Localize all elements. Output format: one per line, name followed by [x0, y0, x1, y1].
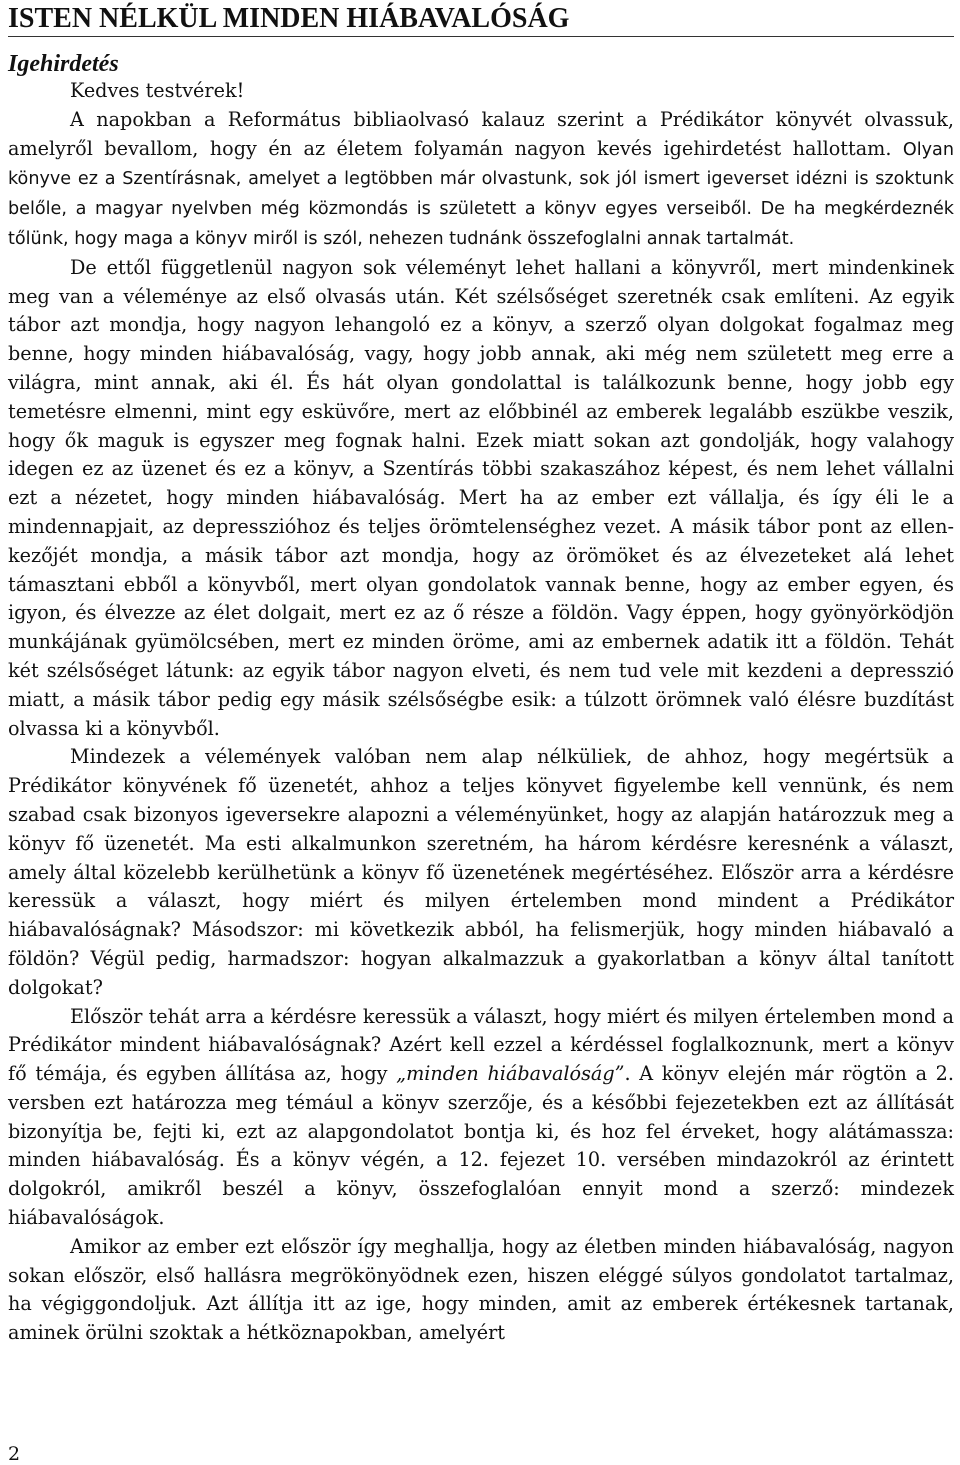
paragraph-4-text-before: Először tehát arra a kérdésre keressük a választ, hogy miért és milyen értelemben mond a Prédikátor mindent hiábavalóságnak? Azért kell ezzel a kérdéssel foglalkoznunk, mert a könyv fő témája, és egyben állítása az, hogy	[8, 1004, 954, 1086]
paragraph-4	[8, 1003, 954, 1233]
page-title: ISTEN NÉLKÜL MINDEN HIÁBAVALÓSÁG	[8, 0, 954, 37]
paragraph-1	[8, 106, 954, 254]
paragraph-1-sans-text: Olyan könyve ez a Szentírásnak, amelyet a legtöbben már olvastunk, sok jól ismert igeverset idézni is szoktunk belőle, a magyar nyelvben még közmondás is született a könyv egyes verseiből. De ha megkérdeznék tőlünk, hogy maga a könyv miről is szól, nehezen tudnánk összefoglalni annak tartalmát.	[8, 139, 954, 249]
paragraph-1-serif-text: A napokban a Református bibliaolvasó kalauz szerint a Prédikátor könyvét olvassuk, amelyről bevallom, hogy én az életem folyamán nagyon kevés igehirdetést hallottam.	[8, 107, 954, 160]
document-page	[8, 0, 954, 1348]
greeting-paragraph: Kedves testvérek!	[70, 79, 245, 102]
section-subtitle: Igehirdetés	[8, 51, 119, 77]
paragraph-4-emphasis: „minden hiábavalóság”	[396, 1062, 625, 1086]
sermon-body	[8, 77, 954, 1348]
paragraph-2: De ettől függetlenül nagyon sok véleményt lehet hallani a könyvről, mert mindenkinek meg van a véleménye az első olvasás után. Két szélsőséget szeretnék csak említeni. Az egyik tábor azt mondja, hogy nagyon lehangoló ez a könyv, a szerző olyan dolgokat fogalmaz meg benne, hogy minden hiábavalóság, vagy, hogy jobb annak, aki még nem született meg erre a világra, mint annak, aki él. És hát olyan gondolattal is találkozunk benne, hogy jobb egy temetésre elmenni, mint egy esküvőre, mert az előbbinél az emberek legalább eszükbe veszik, hogy ők maguk is egyszer meg fognak halni. Ezek miatt sokan azt gondolják, hogy valahogy idegen ez az üzenet és ez a könyv, a Szentírás többi szakaszához képest, és nem lehet vállalni ezt a nézetet, hogy minden hiábavalóság. Mert ha az ember ezt vállalja, és így éli le a mindennapjait, az depresszióhoz és teljes örömtelenséghez vezet. A másik tábor pont az ellenkezőjét mondja, a másik tábor azt mondja, hogy az örömöket és az élvezeteket alá lehet támasztani ebből a könyvből, mert olyan gondolatok vannak benne, hogy az ember egyen, és igyon, és élvezze az élet dolgait, mert ez az ő része a földön. Vagy éppen, hogy gyönyörködjön munkájának gyümölcsében, mert ez minden öröme, ami az embernek adatik itt a földön. Tehát két szélsőséget látunk: az egyik tábor nagyon elveti, és nem tud vele mit kezdeni a depresszió miatt, a másik tábor pedig egy másik szélsőségbe esik: a túlzott örömnek való élésre buzdítást olvassa ki a könyvből.	[8, 255, 954, 740]
page-number: 2	[8, 1443, 21, 1465]
paragraph-4-text-after: . A könyv elején már rögtön a 2. versben ezt határozza meg témául a könyv szerzője, és a későbbi fejezetekben ezt az állítását bizonyítja be, fejti ki, ezt az alapgondolatot bontja ki, és hoz fel érveket, hogy alátámassza: minden hiábavalóság. És a könyv végén, a 12. fejezet 10. versében mindazokról az érintett dolgokról, amikről beszél a könyv, összefoglalóan ennyit mond a szerző: mindezek hiábavalóságok.	[8, 1062, 954, 1230]
paragraph-5: Amikor az ember ezt először így meghallja, hogy az életben minden hiábavalóság, nagyon sokan először, első hallásra megrökönyödnek ezen, hiszen eléggé súlyos gondolatot tartalmaz, ha végiggondoljuk. Azt állítja itt az ige, hogy minden, amit az emberek értékesnek tartanak, aminek örülni szoktak a hétköznapokban, amelyért	[8, 1234, 954, 1345]
paragraph-3: Mindezek a vélemények valóban nem alap nélküliek, de ahhoz, hogy megértsük a Prédikátor könyvének fő üzenetét, ahhoz a teljes könyvet figyelembe kell vennünk, és nem szabad csak bizonyos igeversekre alapozni a véleményünket, hogy az alapján határozzuk meg a könyv fő üzenetét. Ma esti alkalmunkon szeretném, ha három kérdésre keresnénk a választ, amely által közelebb kerülhetünk a könyv fő üzenetének megértéséhez. Először arra a kérdésre keressük a választ, hogy miért és milyen értelemben mond mindent a Prédikátor hiábavalóságnak? Másodszor: mi következik abból, ha felismerjük, hogy minden hiábavaló a földön? Végül pedig, harmadszor: hogyan alkalmazzuk a gyakorlatban a könyv által tanított dolgokat?	[8, 745, 954, 999]
